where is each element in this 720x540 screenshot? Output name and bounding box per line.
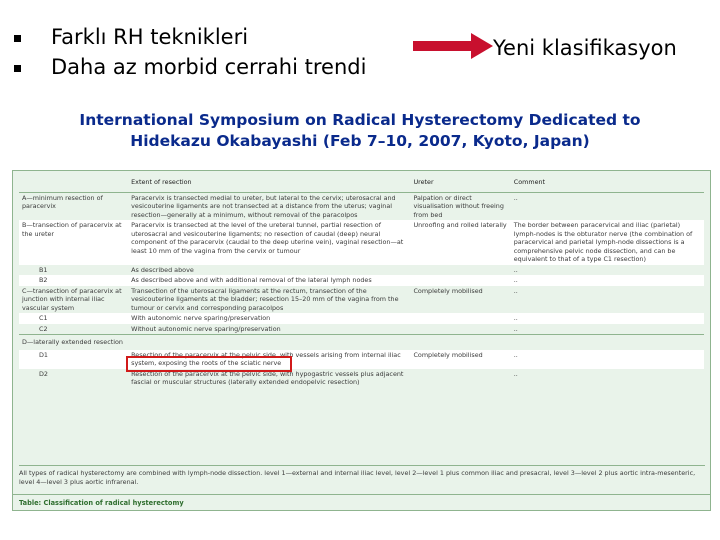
right-arrow-icon [413, 33, 493, 59]
table-row [19, 369, 704, 388]
cell-type: B1 [39, 265, 48, 274]
table-row [19, 350, 704, 369]
header-cell-ureter: Ureter [410, 175, 510, 192]
cell-extent: As described above and with additional removal of the lateral lymph nodes [128, 275, 410, 286]
bullet-item [14, 22, 366, 52]
cell-comment: The border between paracervical and iliac (parietal) lymph-nodes is the obturator nerve (the combination of paracervical and parietal lymph-node dissections is a comprehensive pelvic node dissection, and can be equivalent to that of a type C1 resection) [511, 220, 704, 265]
cell-type: D1 [19, 350, 128, 369]
new-classification-label: Yeni klasifikasyon [493, 36, 677, 60]
symposium-line-2: Hidekazu Okabayashi (Feb 7–10, 2007, Kyoto, Japan) [130, 132, 590, 150]
cell-extent: With autonomic nerve sparing/preservation [128, 313, 410, 324]
cell-extent: Resection of the paracervix at the pelvic side, with vessels arising from internal iliac system, exposing the roots of the sciatic nerve [128, 350, 410, 369]
cell-comment: .. [511, 313, 704, 324]
table-row [19, 220, 704, 265]
cell-ureter [410, 324, 510, 335]
bullet-list [14, 22, 366, 82]
cell-extent: Transection of the uterosacral ligaments at the rectum, transection of the vesicouterine ligaments at the bladder; resection 15–20 mm of the vagina from the tumour or cervix and corresponding paracolpos [131, 286, 399, 312]
table-row [19, 192, 704, 220]
cell-extent: As described above [131, 265, 194, 274]
cell-ureter [410, 369, 510, 388]
cell-type: A—minimum resection of paracervix [22, 193, 103, 210]
table-row [19, 313, 704, 324]
table-header-row [19, 175, 704, 192]
cell-extent: Paracervix is transected at the level of the ureteral tunnel, partial resection of uterosacral and vesicouterine ligaments; no resection of caudal (deep) neural component of the paracervix (caudal to the deep uterine vein), vaginal resection—at least 10 mm of the vagina from the cervix or tumour [128, 220, 410, 265]
bullet-item [14, 52, 366, 82]
bullet-text: Daha az morbid cerrahi trendi [51, 55, 367, 79]
cell-comment: .. [511, 275, 704, 286]
bullet-text: Farklı RH teknikleri [51, 25, 249, 49]
cell-ureter [410, 275, 510, 286]
cell-type: C—transection of paracervix at junction with internal iliac vascular system [22, 286, 122, 312]
cell-extent: Resection of the paracervix at the pelvic side, with hypogastric vessels plus adjacent fascial or muscular structures (laterally extended endopelvic resection) [131, 369, 404, 386]
table-caption: Table: Classification of radical hysterectomy [13, 494, 710, 510]
cell-ureter: Palpation or direct visualisation without freeing from bed [413, 193, 504, 219]
table-row [19, 275, 704, 286]
header-cell-extent: Extent of resection [128, 175, 410, 192]
cell-ureter: Completely mobilised [413, 286, 483, 295]
cell-comment: .. [513, 369, 518, 378]
cell-type: D—laterally extended resection [19, 335, 704, 350]
classification-table [12, 170, 711, 511]
table-row [19, 265, 704, 276]
square-bullet-icon [14, 35, 21, 42]
cell-comment: .. [513, 193, 518, 202]
c1-highlight-box [126, 356, 292, 372]
symposium-title [0, 110, 720, 152]
cell-comment: .. [513, 286, 518, 295]
table-footnote: All types of radical hysterectomy are combined with lymph-node dissection. level 1—external and internal iliac level, level 2—level 1 plus common iliac and presacral, level 3—level 2 plus aortic intra-mesenteric, level 4—level 3 plus aortic infrarenal. [19, 465, 705, 487]
table-row [19, 286, 704, 314]
cell-type: B—transection of paracervix at the ureter [19, 220, 128, 265]
table-row [19, 335, 704, 350]
cell-type: C2 [39, 324, 48, 333]
cell-comment: .. [513, 265, 518, 274]
header-cell-comment: Comment [511, 175, 704, 192]
cell-type: D2 [39, 369, 48, 378]
header-cell-type [19, 175, 128, 192]
cell-ureter: Completely mobilised [410, 350, 510, 369]
cell-type: B2 [19, 275, 128, 286]
cell-extent: Paracervix is transected medial to ureter, but lateral to the cervix; uterosacral and vesicouterine ligaments are not transected at a distance from the uterus; vaginal resection—generally at a minimum, without removal of the paracolpos [131, 193, 396, 219]
cell-ureter [410, 313, 510, 324]
cell-type: C1 [19, 313, 128, 324]
symposium-line-1: International Symposium on Radical Hysterectomy Dedicated to [79, 111, 641, 129]
table-row [19, 324, 704, 335]
square-bullet-icon [14, 65, 21, 72]
table-grid [19, 175, 704, 388]
cell-comment: .. [511, 350, 704, 369]
cell-ureter [410, 265, 510, 276]
cell-extent: Without autonomic nerve sparing/preservation [131, 324, 281, 333]
cell-ureter: Unroofing and rolled laterally [410, 220, 510, 265]
cell-comment: .. [513, 324, 518, 333]
